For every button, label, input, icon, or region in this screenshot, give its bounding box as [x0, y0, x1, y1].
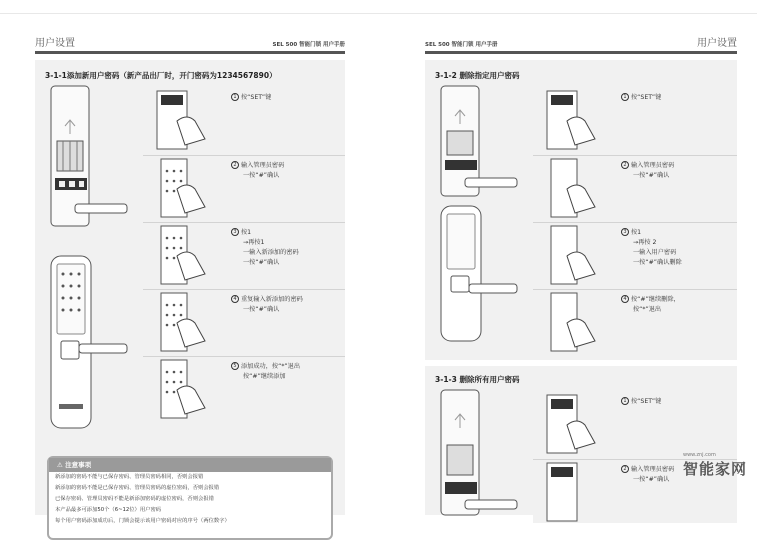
keypad-hand-icon — [545, 226, 601, 284]
keypad-hand-icon — [155, 226, 211, 284]
keypad-hand-icon — [155, 159, 211, 217]
delete-step-2-line-1: 输入管理员密码 — [631, 162, 675, 169]
watermark — [683, 452, 747, 479]
step-3 — [143, 222, 345, 286]
delete-all-step-2-line-2: 一按“#”确认 — [633, 476, 670, 483]
top-rule — [0, 13, 757, 14]
delete-step-1-text — [621, 93, 661, 103]
watermark-url: www.znj.com — [682, 452, 716, 458]
step-4-number: 4 — [231, 295, 239, 303]
keypad-hand-icon — [155, 360, 211, 418]
delete-step-3-line-4: 一按“#”确认删除 — [633, 259, 682, 266]
lock-illustration — [439, 390, 519, 515]
step-1-number: 1 — [231, 93, 239, 101]
step-3-text — [231, 228, 299, 268]
note-line: 已保存密码、管理员密码不能是新添加密码的虚位密码，否则会报错 — [55, 496, 214, 502]
right-panel — [425, 60, 737, 515]
step-1 — [143, 88, 345, 152]
left-page — [35, 34, 345, 524]
watermark-text: 智能家网 — [682, 460, 747, 478]
step-5-line-1: 添加成功，按“*”退出 — [241, 363, 301, 370]
step-2-text — [231, 161, 284, 181]
delete-step-2-text — [621, 161, 674, 181]
delete-step-2-line-2: 一按“#”确认 — [633, 172, 670, 179]
note-header — [49, 458, 331, 472]
delete-all-step-1-number: 1 — [621, 397, 629, 405]
door-lock-drawing — [439, 86, 519, 346]
hand-press-set-icon — [545, 91, 601, 149]
step-5-text — [231, 362, 300, 382]
left-header-title: 用户设置 — [35, 38, 75, 49]
right-page — [425, 34, 737, 515]
delete-step-4-line-2: 按“*”退出 — [633, 306, 662, 313]
note-box — [47, 456, 333, 540]
note-line: 新添加的密码不能是已保存密码、管理员密码的虚位密码，否则会报错 — [55, 485, 220, 491]
delete-step-3 — [533, 222, 737, 286]
warning-icon: ⚠ — [57, 461, 66, 469]
step-2-line-1: 输入管理员密码 — [241, 162, 285, 169]
delete-step-4-text — [621, 295, 680, 315]
note-line: 每个用户密码添加成功后，门锁会提示该用户密码对应的序号（两位数字） — [55, 518, 230, 524]
left-header — [35, 34, 345, 54]
left-header-subtitle: SEL 500 智能门锁 用户手册 — [272, 42, 345, 48]
door-lock-drawing — [49, 86, 129, 431]
door-lock-drawing — [439, 390, 519, 515]
step-1-text — [231, 93, 271, 103]
step-4-text — [231, 295, 303, 315]
delete-all-step-1-line-1: 按“SET”键 — [631, 398, 662, 405]
step-3-line-4: 一按“#”确认 — [243, 259, 280, 266]
step-4-line-1: 重复输入新添加的密码 — [241, 296, 303, 303]
delete-all-step-2-text — [621, 465, 674, 485]
left-panel — [35, 60, 345, 524]
delete-step-3-text — [621, 228, 682, 268]
step-2 — [143, 155, 345, 219]
delete-step-2 — [533, 155, 737, 219]
note-line: 新添加的密码不能与已保存密码、管理员密码相同，否则会报错 — [55, 474, 204, 480]
delete-step-4-line-1: 按“#”继续删除， — [631, 296, 680, 303]
step-1-line-1: 按“SET”键 — [241, 94, 272, 101]
note-title: 注意事项 — [65, 461, 92, 469]
right-header — [425, 34, 737, 54]
delete-step-1-line-1: 按“SET”键 — [631, 94, 662, 101]
right-header-title: 用户设置 — [697, 38, 737, 49]
right-header-subtitle: SEL 500 智能门锁 用户手册 — [425, 42, 498, 48]
lock-illustration — [49, 86, 129, 431]
hand-press-set-icon — [545, 395, 601, 453]
step-5 — [143, 356, 345, 420]
step-5-line-2: 按“#”继续添加 — [243, 373, 286, 380]
step-3-line-2: →再按1 — [243, 239, 265, 246]
delete-step-3-line-1: 按1 — [631, 229, 642, 236]
lock-illustration — [439, 86, 519, 346]
delete-step-3-line-3: 一输入用户密码 — [633, 249, 677, 256]
note-line: 本产品最多可添加50个（6~12位）用户密码 — [55, 507, 162, 513]
delete-step-1-number: 1 — [621, 93, 629, 101]
step-4-line-2: 一按“#”确认 — [243, 306, 280, 313]
step-2-line-2: 一按“#”确认 — [243, 172, 280, 179]
delete-step-1 — [533, 88, 737, 152]
section-divider — [425, 360, 737, 366]
hand-press-set-icon — [155, 91, 211, 149]
keypad-hand-icon — [155, 293, 211, 351]
section-title-delete-all: 3-1-3 删除所有用户密码 — [435, 375, 520, 384]
step-3-number: 3 — [231, 228, 239, 236]
delete-all-step-2-line-1: 输入管理员密码 — [631, 466, 675, 473]
delete-all-step-1 — [533, 392, 737, 456]
step-4 — [143, 289, 345, 353]
step-3-line-1: 按1 — [241, 229, 252, 236]
delete-all-step-1-text — [621, 397, 661, 407]
section-title-delete-user: 3-1-2 删除指定用户密码 — [435, 71, 520, 80]
delete-step-3-line-2: →再按 2 — [633, 239, 657, 246]
delete-step-4 — [533, 289, 737, 353]
keypad-hand-icon — [545, 159, 601, 217]
delete-step-2-number: 2 — [621, 161, 629, 169]
step-2-number: 2 — [231, 161, 239, 169]
keypad-hand-icon — [545, 293, 601, 351]
section-title-add-user: 3-1-1添加新用户密码（新产品出厂时，开门密码为1234567890） — [45, 71, 277, 80]
step-5-number: 5 — [231, 362, 239, 370]
step-3-line-3: 一输入新添加的密码 — [243, 249, 299, 256]
delete-step-4-number: 4 — [621, 295, 629, 303]
delete-all-step-2-number: 2 — [621, 465, 629, 473]
keypad-hand-icon — [545, 463, 601, 521]
delete-step-3-number: 3 — [621, 228, 629, 236]
